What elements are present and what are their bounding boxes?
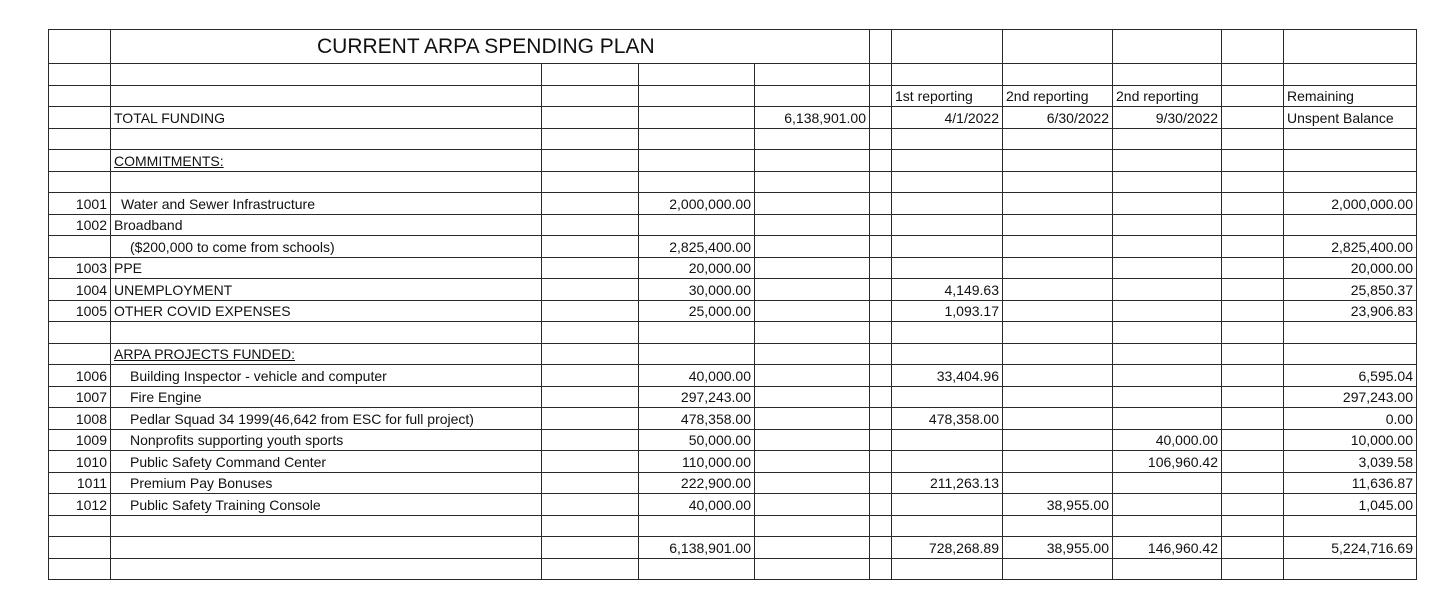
table-row	[49, 300, 1417, 322]
line-reporting-2	[1003, 472, 1113, 494]
line-remaining: 0.00	[1284, 408, 1417, 430]
line-reporting-3	[1113, 365, 1222, 387]
commitments-heading: COMMITMENTS:	[111, 150, 542, 172]
line-reporting-3	[1113, 494, 1222, 516]
line-description: Public Safety Command Center	[111, 451, 542, 473]
line-reporting-1: 211,263.13	[892, 472, 1003, 494]
line-budget: 20,000.00	[639, 257, 755, 279]
total-funding-label: TOTAL FUNDING	[111, 107, 542, 129]
line-budget: 2,000,000.00	[639, 193, 755, 215]
blank-row	[49, 322, 1417, 344]
line-code: 1005	[49, 300, 111, 322]
line-budget: 40,000.00	[639, 494, 755, 516]
line-remaining: 11,636.87	[1284, 472, 1417, 494]
line-reporting-2	[1003, 386, 1113, 408]
blank-row	[49, 558, 1417, 580]
line-reporting-2	[1003, 408, 1113, 430]
blank-row	[49, 64, 1417, 86]
line-description: OTHER COVID EXPENSES	[111, 300, 542, 322]
line-description: Nonprofits supporting youth sports	[111, 429, 542, 451]
line-description: Fire Engine	[111, 386, 542, 408]
header-date-2: 6/30/2022	[1003, 107, 1113, 129]
line-reporting-1: 478,358.00	[892, 408, 1003, 430]
line-description: Premium Pay Bonuses	[111, 472, 542, 494]
line-code: 1007	[49, 386, 111, 408]
header-1st-reporting: 1st reporting	[892, 85, 1003, 107]
line-code: 1009	[49, 429, 111, 451]
line-reporting-1: 33,404.96	[892, 365, 1003, 387]
line-budget: 478,358.00	[639, 408, 755, 430]
blank-row	[49, 128, 1417, 150]
line-description: PPE	[111, 257, 542, 279]
line-description: Public Safety Training Console	[111, 494, 542, 516]
line-code: 1001	[49, 193, 111, 215]
line-remaining: 6,595.04	[1284, 365, 1417, 387]
line-description: Broadband	[111, 214, 542, 236]
line-reporting-2	[1003, 279, 1113, 301]
header-unspent-balance: Unspent Balance	[1284, 107, 1417, 129]
line-reporting-1: 4,149.63	[892, 279, 1003, 301]
table-row	[49, 408, 1417, 430]
line-budget: 297,243.00	[639, 386, 755, 408]
projects-heading: ARPA PROJECTS FUNDED:	[111, 343, 542, 365]
line-remaining: 10,000.00	[1284, 429, 1417, 451]
line-code: 1010	[49, 451, 111, 473]
line-reporting-1	[892, 451, 1003, 473]
total-budget: 6,138,901.00	[639, 537, 755, 559]
line-reporting-1	[892, 257, 1003, 279]
total-reporting-2: 38,955.00	[1003, 537, 1113, 559]
line-budget: 25,000.00	[639, 300, 755, 322]
line-remaining: 3,039.58	[1284, 451, 1417, 473]
spending-plan-table	[48, 29, 1417, 580]
line-description: Water and Sewer Infrastructure	[111, 193, 542, 215]
line-reporting-3	[1113, 386, 1222, 408]
line-budget: 2,825,400.00	[639, 236, 755, 258]
line-reporting-3	[1113, 472, 1222, 494]
table-row	[49, 494, 1417, 516]
line-remaining: 1,045.00	[1284, 494, 1417, 516]
line-reporting-3	[1113, 408, 1222, 430]
projects-heading-row	[49, 343, 1417, 365]
total-reporting-1: 728,268.89	[892, 537, 1003, 559]
line-reporting-2	[1003, 193, 1113, 215]
line-budget: 30,000.00	[639, 279, 755, 301]
line-remaining: 25,850.37	[1284, 279, 1417, 301]
table-row	[49, 236, 1417, 258]
table-row	[49, 279, 1417, 301]
line-description: Pedlar Squad 34 1999(46,642 from ESC for full project)	[111, 408, 542, 430]
header-remaining: Remaining	[1284, 85, 1417, 107]
line-code: 1008	[49, 408, 111, 430]
line-reporting-1	[892, 494, 1003, 516]
line-reporting-2	[1003, 300, 1113, 322]
line-reporting-3	[1113, 193, 1222, 215]
table-row	[49, 257, 1417, 279]
table-row	[49, 472, 1417, 494]
title-row	[49, 30, 1417, 64]
line-reporting-1	[892, 193, 1003, 215]
line-code: 1004	[49, 279, 111, 301]
table-row	[49, 429, 1417, 451]
blank-row	[49, 515, 1417, 537]
line-reporting-2	[1003, 451, 1113, 473]
line-reporting-2	[1003, 257, 1113, 279]
line-description: Building Inspector - vehicle and computer	[111, 365, 542, 387]
line-reporting-3: 106,960.42	[1113, 451, 1222, 473]
line-budget: 40,000.00	[639, 365, 755, 387]
table-row	[49, 214, 1417, 236]
header-date-1: 4/1/2022	[892, 107, 1003, 129]
line-reporting-3	[1113, 257, 1222, 279]
sheet-title: CURRENT ARPA SPENDING PLAN	[111, 30, 870, 64]
commitments-heading-row	[49, 150, 1417, 172]
totals-row	[49, 537, 1417, 559]
table-row	[49, 451, 1417, 473]
header-2nd-reporting-a: 2nd reporting	[1003, 85, 1113, 107]
line-code: 1006	[49, 365, 111, 387]
line-remaining: 297,243.00	[1284, 386, 1417, 408]
total-funding-row	[49, 107, 1417, 129]
table-row	[49, 386, 1417, 408]
line-code: 1002	[49, 214, 111, 236]
header-row-labels	[49, 85, 1417, 107]
line-reporting-1	[892, 386, 1003, 408]
total-reporting-3: 146,960.42	[1113, 537, 1222, 559]
line-reporting-2	[1003, 429, 1113, 451]
line-code: 1003	[49, 257, 111, 279]
line-code: 1012	[49, 494, 111, 516]
blank-row	[49, 171, 1417, 193]
total-funding-amount: 6,138,901.00	[755, 107, 870, 129]
line-reporting-2	[1003, 365, 1113, 387]
line-code: 1011	[49, 472, 111, 494]
table-row	[49, 193, 1417, 215]
line-reporting-3: 40,000.00	[1113, 429, 1222, 451]
total-remaining: 5,224,716.69	[1284, 537, 1417, 559]
line-reporting-2: 38,955.00	[1003, 494, 1113, 516]
line-note: ($200,000 to come from schools)	[111, 236, 542, 258]
line-reporting-1	[892, 429, 1003, 451]
line-reporting-1: 1,093.17	[892, 300, 1003, 322]
line-remaining: 2,825,400.00	[1284, 236, 1417, 258]
line-description: UNEMPLOYMENT	[111, 279, 542, 301]
header-date-3: 9/30/2022	[1113, 107, 1222, 129]
line-remaining: 20,000.00	[1284, 257, 1417, 279]
header-2nd-reporting-b: 2nd reporting	[1113, 85, 1222, 107]
line-reporting-3	[1113, 300, 1222, 322]
line-remaining: 2,000,000.00	[1284, 193, 1417, 215]
line-reporting-3	[1113, 279, 1222, 301]
table-row	[49, 365, 1417, 387]
line-remaining: 23,906.83	[1284, 300, 1417, 322]
line-budget: 222,900.00	[639, 472, 755, 494]
line-budget: 50,000.00	[639, 429, 755, 451]
line-budget: 110,000.00	[639, 451, 755, 473]
